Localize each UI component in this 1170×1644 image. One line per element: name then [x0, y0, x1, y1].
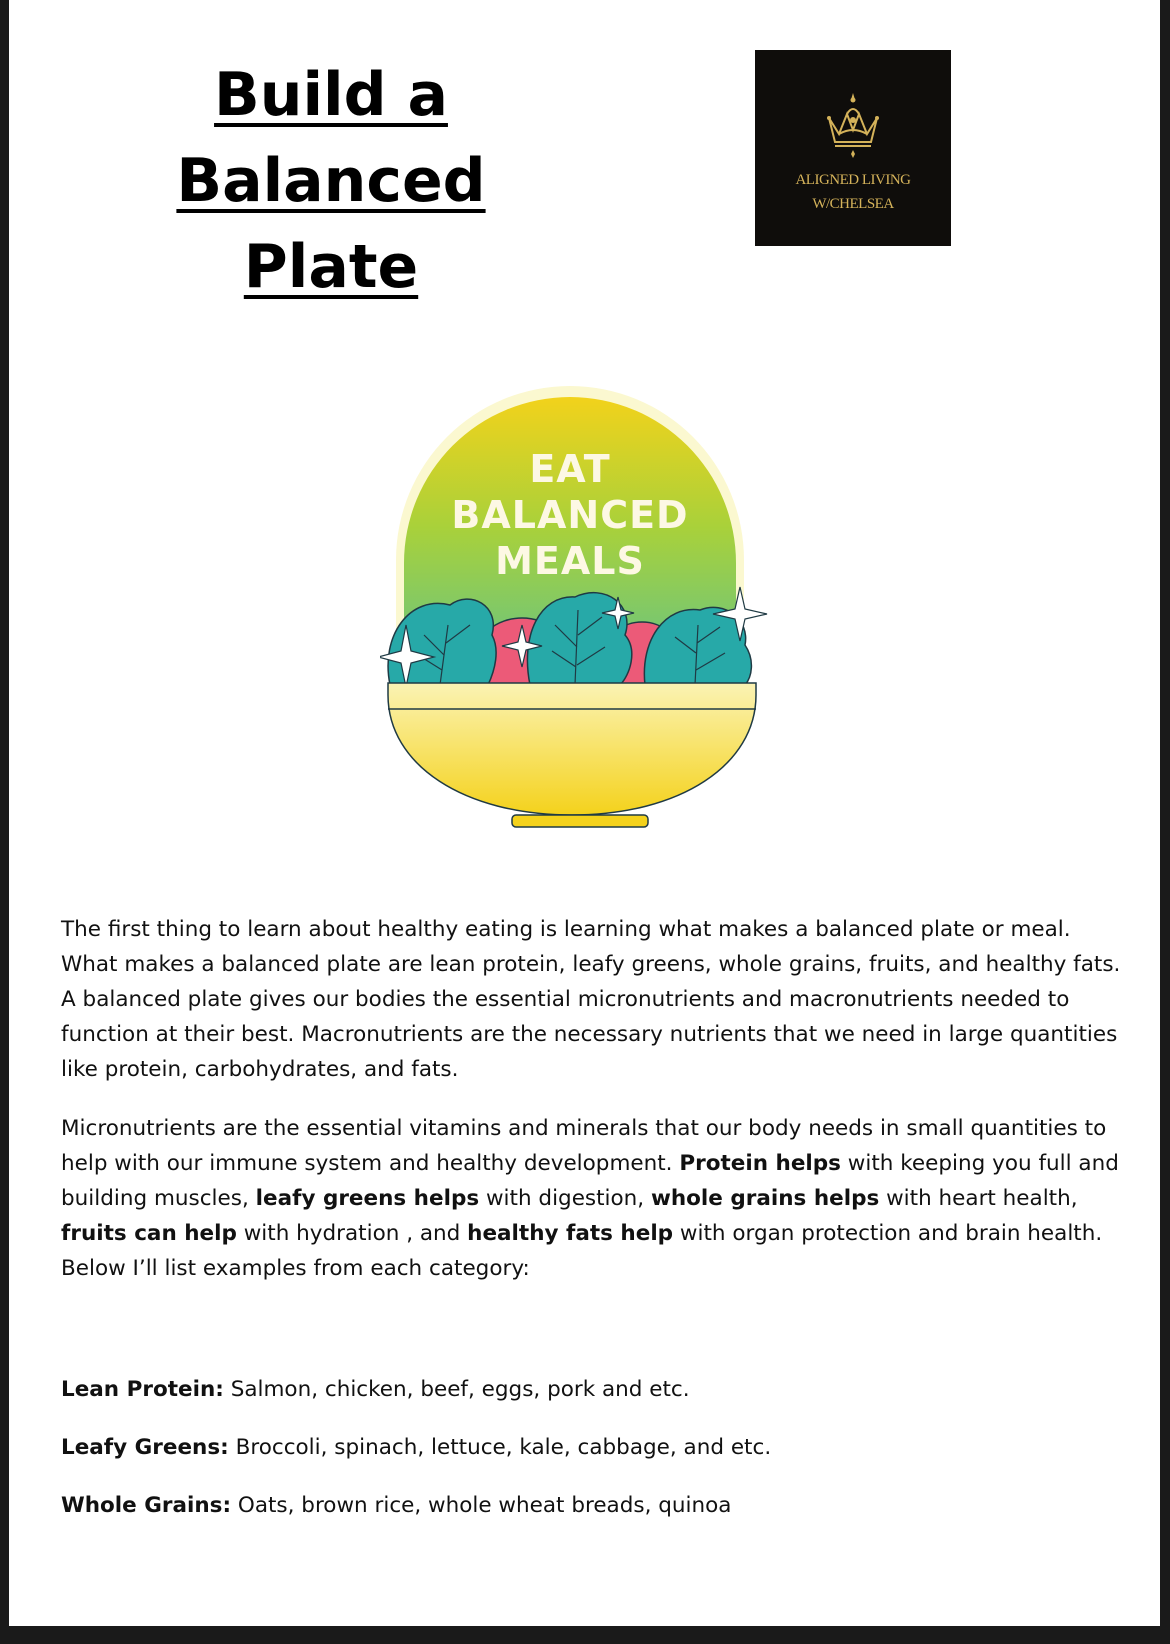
category-examples: Broccoli, spinach, lettuce, kale, cabbage, and etc.: [228, 1435, 772, 1460]
balanced-meal-illustration: [380, 385, 800, 830]
bold-healthy-fats-help: healthy fats help: [467, 1221, 674, 1246]
text-span: with organ protection and brain health. Below I’ll list examples from each category:: [61, 1221, 1103, 1281]
bold-fruits-can-help: fruits can help: [61, 1221, 237, 1246]
text-span: with digestion,: [479, 1186, 651, 1211]
category-examples: Salmon, chicken, beef, eggs, pork and etc.: [223, 1377, 690, 1402]
bowl: [388, 683, 756, 815]
document-page: [9, 0, 1160, 1626]
category-label: Lean Protein:: [61, 1377, 224, 1402]
paragraph-intro: The first thing to learn about healthy eating is learning what makes a balanced plate or meal. What makes a balanced plate are lean protein, leafy greens, whole grains, fruits, and healthy fats. A balanced plate gives our bodies the essential micronutrients and macronutrients needed to function at their best. Macronutrients are the necessary nutrients that we need in large quantities like protein, carbohydrates, and fats.: [61, 917, 1121, 1082]
category-list: [61, 1372, 1121, 1546]
category-label: Leafy Greens:: [61, 1435, 229, 1460]
category-label: Whole Grains:: [61, 1493, 232, 1518]
brand-logo: [755, 50, 951, 246]
title-line-2: Plate: [243, 232, 419, 302]
bold-protein-helps: Protein helps: [679, 1151, 841, 1176]
logo-text: [755, 168, 951, 216]
page-title: [61, 52, 601, 310]
text-span: with keeping you full and building muscles,: [61, 1151, 1119, 1211]
category-item: [61, 1488, 1121, 1523]
category-item: [61, 1430, 1121, 1465]
article-body: [61, 912, 1121, 1518]
bold-leafy-greens-helps: leafy greens helps: [255, 1186, 480, 1211]
text-span: Micronutrients are the essential vitamins and minerals that our body needs in small quantities to help with our immune system and healthy development.: [61, 1116, 1107, 1176]
bold-whole-grains-helps: whole grains helps: [650, 1186, 880, 1211]
logo-line-2: W/CHELSEA: [812, 196, 894, 212]
category-item: [61, 1372, 1121, 1407]
arch-text-line-1: EAT: [529, 447, 611, 491]
category-examples: Oats, brown rice, whole wheat breads, quinoa: [231, 1493, 732, 1518]
paragraph-micronutrients: [61, 1111, 1121, 1286]
title-line-1: Build a Balanced: [176, 60, 486, 216]
arch-text-line-3: MEALS: [495, 539, 645, 583]
text-span: with heart health,: [879, 1186, 1078, 1211]
bowl-base: [512, 815, 648, 827]
crown-icon: [823, 90, 883, 160]
arch-text-line-2: BALANCED: [451, 493, 689, 537]
logo-line-1: ALIGNED LIVING: [795, 172, 911, 188]
text-span: with hydration , and: [236, 1221, 468, 1246]
